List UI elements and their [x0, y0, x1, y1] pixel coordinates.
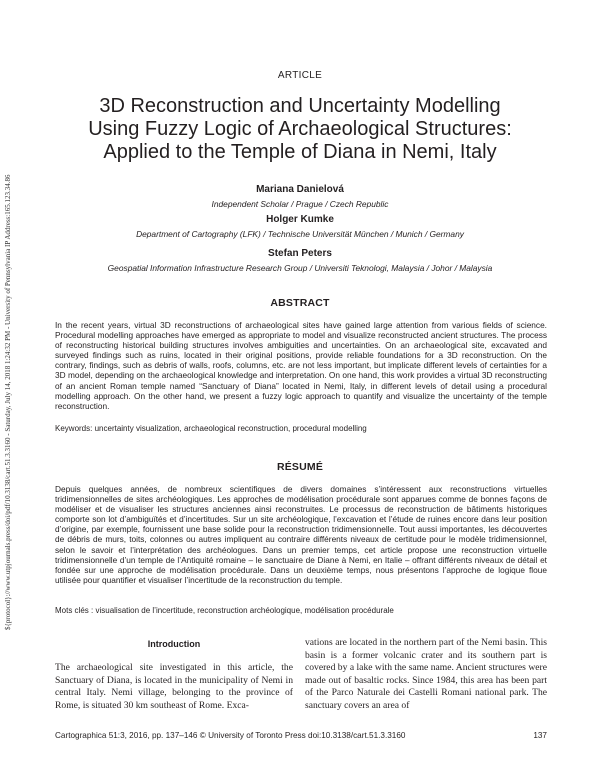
title-line: Using Fuzzy Logic of Archaeological Structures:: [88, 118, 512, 140]
author-affiliation: Department of Cartography (LFK) / Technische Universität München / Munich / Germany: [136, 229, 464, 239]
download-stamp-text: ${protocol}://www.utpjournals.press/doi/pdf/10.3138/cart.51.3.3160 - Saturday, July 14, 2018 1:24:32 PM - University of Pennsylvania IP Address:165.123.34.86: [4, 174, 12, 630]
title-line: Applied to the Temple of Diana in Nemi, Italy: [103, 141, 497, 163]
abstract-text: In the recent years, virtual 3D reconstructions of archaeological sites have gained large attention from various fields of science. Procedural modelling approaches have emerged as appropriate to model and visualize reconstructed ancient structures. The process of reconstructing historical building structures involves ambiguities and uncertainties. On an archaeological site, excavated and surveyed findings such as ruins, located in their original positions, provide reliable foundations for a 3D reconstruction. On the contrary, findings, such as debris of walls, roofs, columns, etc. are not less important, but implicate different levels of certainties for a 3D model, depending on the archaeological knowledge and interpretation. On one hand, this work provides a virtual 3D reconstructing of an ancient Roman temple named “Sanctuary of Diana” located in Nemi, Italy, in different levels of detail using a procedural modelling approach. On the other hand, we present a fuzzy logic approach to quantify and visualize the uncertainty of the temple reconstruction.: [55, 320, 547, 411]
introduction-column-right: vations are located in the northern part of the Nemi basin. This basin is a former volcanic crater and its southern part is covered by a lake with the same name. Ancient structures were made out of basaltic rocks. Since 1984, this area has been part of the Parco Naturale dei Castelli Romani national park. The sanctuary covers an area of: [305, 637, 547, 711]
author-affiliation: Independent Scholar / Prague / Czech Republic: [211, 199, 389, 209]
resume-keywords: [55, 606, 547, 615]
page-footer: [55, 731, 547, 740]
mots-cles-label: Mots clés :: [55, 606, 94, 615]
resume-text: Depuis quelques années, de nombreux scientifiques de divers domaines s’intéressent aux reconstructions virtuelles tridimensionnelles de sites archéologiques. Les approches de modélisation procédurale sont apparues comme de bonnes façons de modéliser et de visualiser les structures anciennes ainsi reconstruites. Le processus de reconstruction de bâtiments historiques comporte son lot d’ambiguïtés et d’incertitudes. Sur un site archéologique, l’excavation et l’étude de ruines encore dans leur position d’origine, par exemple, fournissent une base solide pour la reconstruction tridimensionnelle. Tout aussi importantes, les découvertes de débris de murs, toits, colonnes ou autres impliquent au contraire différents niveaux de certitude pour le modèle tridimensionnel, selon le savoir et l’interprétation des archéologues. Dans un premier temps, cet article propose une reconstruction virtuelle tridimensionnelle d’un temple de l’Antiquité romaine – le sanctuaire de Diane à Nemi, en Italie – offrant différents niveaux de détail et fondée sur une approche de modélisation procédurale. Dans un deuxième temps, nous présentons l’approche de logique floue utilisée pour quantifier et visualiser l’incertitude de la reconstruction du temple.: [55, 484, 547, 585]
introduction-heading: Introduction: [147, 639, 201, 649]
mots-cles-value: visualisation de l’incertitude, reconstruction archéologique, modélisation procédurale: [95, 606, 394, 615]
author-affiliation: Geospatial Information Infrastructure Research Group / Universiti Teknologi, Malaysia / Johor / Malaysia: [107, 263, 493, 273]
author-name: Mariana Danielová: [256, 184, 344, 195]
footer-citation: Cartographica 51:3, 2016, pp. 137–146 © University of Toronto Press doi:10.3138/cart.51.3.3160: [55, 731, 406, 740]
article-title: [40, 95, 560, 164]
title-line: 3D Reconstruction and Uncertainty Modelling: [99, 95, 501, 117]
page-number: 137: [533, 731, 547, 740]
keywords-label: Keywords:: [55, 424, 93, 433]
article-label: ARTICLE: [277, 70, 323, 81]
resume-heading: RÉSUMÉ: [276, 461, 324, 473]
introduction-column-left: The archaeological site investigated in this article, the Sanctuary of Diana, is located in the municipality of Nemi in central Italy. Nemi village, belonging to the province of Rome, is situated 30 km southeast of Rome. Exca-: [55, 662, 293, 711]
author-name: Stefan Peters: [268, 248, 332, 259]
author-name: Holger Kumke: [266, 214, 334, 225]
keywords-value: uncertainty visualization, archaeological reconstruction, procedural modelling: [94, 424, 367, 433]
abstract-heading: ABSTRACT: [270, 297, 330, 309]
abstract-keywords: [55, 424, 547, 433]
